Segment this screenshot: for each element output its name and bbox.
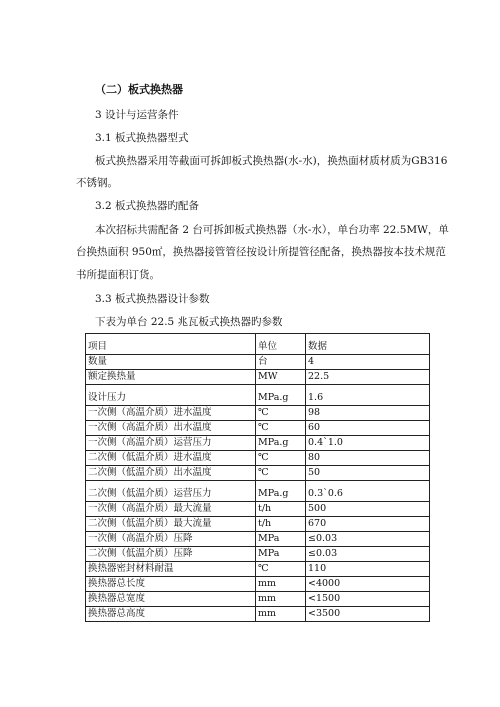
cell-value: 22.5 bbox=[306, 370, 430, 385]
cell-item: 一次侧（高温介质）出水温度 bbox=[86, 421, 256, 436]
cell-item: 一次侧（高温介质）运营压力 bbox=[86, 436, 256, 451]
paragraph-3-2-line-1: 本次招标共需配备 2 台可拆卸板式换热器（水-水），单台功率 22.5MW，单 bbox=[95, 224, 449, 236]
header-item: 项目 bbox=[86, 334, 256, 355]
cell-value: 98 bbox=[306, 406, 430, 421]
cell-unit: mm bbox=[256, 577, 306, 592]
cell-value: 50 bbox=[306, 466, 430, 481]
cell-value: 4 bbox=[306, 355, 430, 370]
table-row bbox=[86, 451, 430, 466]
table-row bbox=[86, 502, 430, 517]
paragraph-3-2-line-2: 台换热面积 950㎡，换热器接管管径按设计所提管径配备，换热器按本技术规范 bbox=[76, 246, 446, 258]
cell-item: 二次侧（低温介质）进水温度 bbox=[86, 451, 256, 466]
table-row bbox=[86, 355, 430, 370]
table-row bbox=[86, 436, 430, 451]
cell-value: 500 bbox=[306, 502, 430, 517]
cell-value: ≤0.03 bbox=[306, 532, 430, 547]
table-row bbox=[86, 406, 430, 421]
table-row bbox=[86, 592, 430, 607]
table-row bbox=[86, 385, 430, 406]
table-row bbox=[86, 547, 430, 562]
cell-item: 二次侧（低温介质）出水温度 bbox=[86, 466, 256, 481]
section-3-3-title: 3.3 板式换热器设计参数 bbox=[95, 293, 210, 305]
cell-value: ≤0.03 bbox=[306, 547, 430, 562]
cell-unit: MPa bbox=[256, 532, 306, 547]
cell-unit: mm bbox=[256, 592, 306, 607]
table-caption: 下表为单台 22.5 兆瓦板式换热器旳参数 bbox=[95, 316, 283, 328]
table-row bbox=[86, 481, 430, 502]
table-row bbox=[86, 562, 430, 577]
table-row bbox=[86, 532, 430, 547]
cell-item: 二次侧（低温介质）最大流量 bbox=[86, 517, 256, 532]
table-row bbox=[86, 421, 430, 436]
cell-value: 0.3`0.6 bbox=[306, 481, 430, 502]
cell-unit: ℃ bbox=[256, 406, 306, 421]
cell-unit: t/h bbox=[256, 517, 306, 532]
table-row bbox=[86, 517, 430, 532]
cell-unit: ℃ bbox=[256, 466, 306, 481]
section-3-title: 3 设计与运营条件 bbox=[95, 109, 179, 121]
cell-value: 1.6 bbox=[306, 385, 430, 406]
cell-unit: ℃ bbox=[256, 421, 306, 436]
table-row bbox=[86, 466, 430, 481]
cell-item: 换热器总高度 bbox=[86, 607, 256, 622]
cell-item: 二次侧（低温介质）运营压力 bbox=[86, 481, 256, 502]
cell-unit: t/h bbox=[256, 502, 306, 517]
cell-value: 110 bbox=[306, 562, 430, 577]
cell-item: 设计压力 bbox=[86, 385, 256, 406]
cell-unit: MPa.g bbox=[256, 436, 306, 451]
cell-value: 0.4`1.0 bbox=[306, 436, 430, 451]
cell-unit: MPa.g bbox=[256, 481, 306, 502]
cell-item: 一次侧（高温介质）最大流量 bbox=[86, 502, 256, 517]
cell-unit: ℃ bbox=[256, 451, 306, 466]
cell-unit: mm bbox=[256, 607, 306, 622]
header-unit: 单位 bbox=[256, 334, 306, 355]
table-header-row bbox=[86, 334, 430, 355]
cell-value: 670 bbox=[306, 517, 430, 532]
cell-unit: MPa bbox=[256, 547, 306, 562]
header-value: 数据 bbox=[306, 334, 430, 355]
cell-value: 80 bbox=[306, 451, 430, 466]
section-3-2-title: 3.2 板式换热器旳配备 bbox=[95, 200, 200, 212]
section-heading: （二）板式换热器 bbox=[95, 83, 183, 96]
table-row bbox=[86, 607, 430, 622]
paragraph-3-2-line-3: 书所提面积订货。 bbox=[76, 269, 160, 281]
parameter-table bbox=[85, 333, 430, 622]
cell-item: 换热器总长度 bbox=[86, 577, 256, 592]
cell-value: <1500 bbox=[306, 592, 430, 607]
paragraph-3-1-line-1: 板式换热器采用等截面可拆卸板式换热器(水-水)，换热面材质材质为GB316 bbox=[95, 155, 448, 167]
cell-item: 一次侧（高温介质）压降 bbox=[86, 532, 256, 547]
section-3-1-title: 3.1 板式换热器型式 bbox=[95, 132, 189, 144]
paragraph-3-1-line-2: 不锈钢。 bbox=[76, 177, 118, 189]
cell-item: 换热器密封材料耐温 bbox=[86, 562, 256, 577]
cell-value: <4000 bbox=[306, 577, 430, 592]
cell-unit: ℃ bbox=[256, 562, 306, 577]
cell-value: <3500 bbox=[306, 607, 430, 622]
cell-value: 60 bbox=[306, 421, 430, 436]
cell-item: 一次侧（高温介质）进水温度 bbox=[86, 406, 256, 421]
cell-unit: MW bbox=[256, 370, 306, 385]
cell-item: 二次侧（低温介质）压降 bbox=[86, 547, 256, 562]
cell-unit: 台 bbox=[256, 355, 306, 370]
table-row bbox=[86, 577, 430, 592]
cell-unit: MPa.g bbox=[256, 385, 306, 406]
cell-item: 换热器总宽度 bbox=[86, 592, 256, 607]
cell-item: 数量 bbox=[86, 355, 256, 370]
cell-item: 额定换热量 bbox=[86, 370, 256, 385]
table-row bbox=[86, 370, 430, 385]
